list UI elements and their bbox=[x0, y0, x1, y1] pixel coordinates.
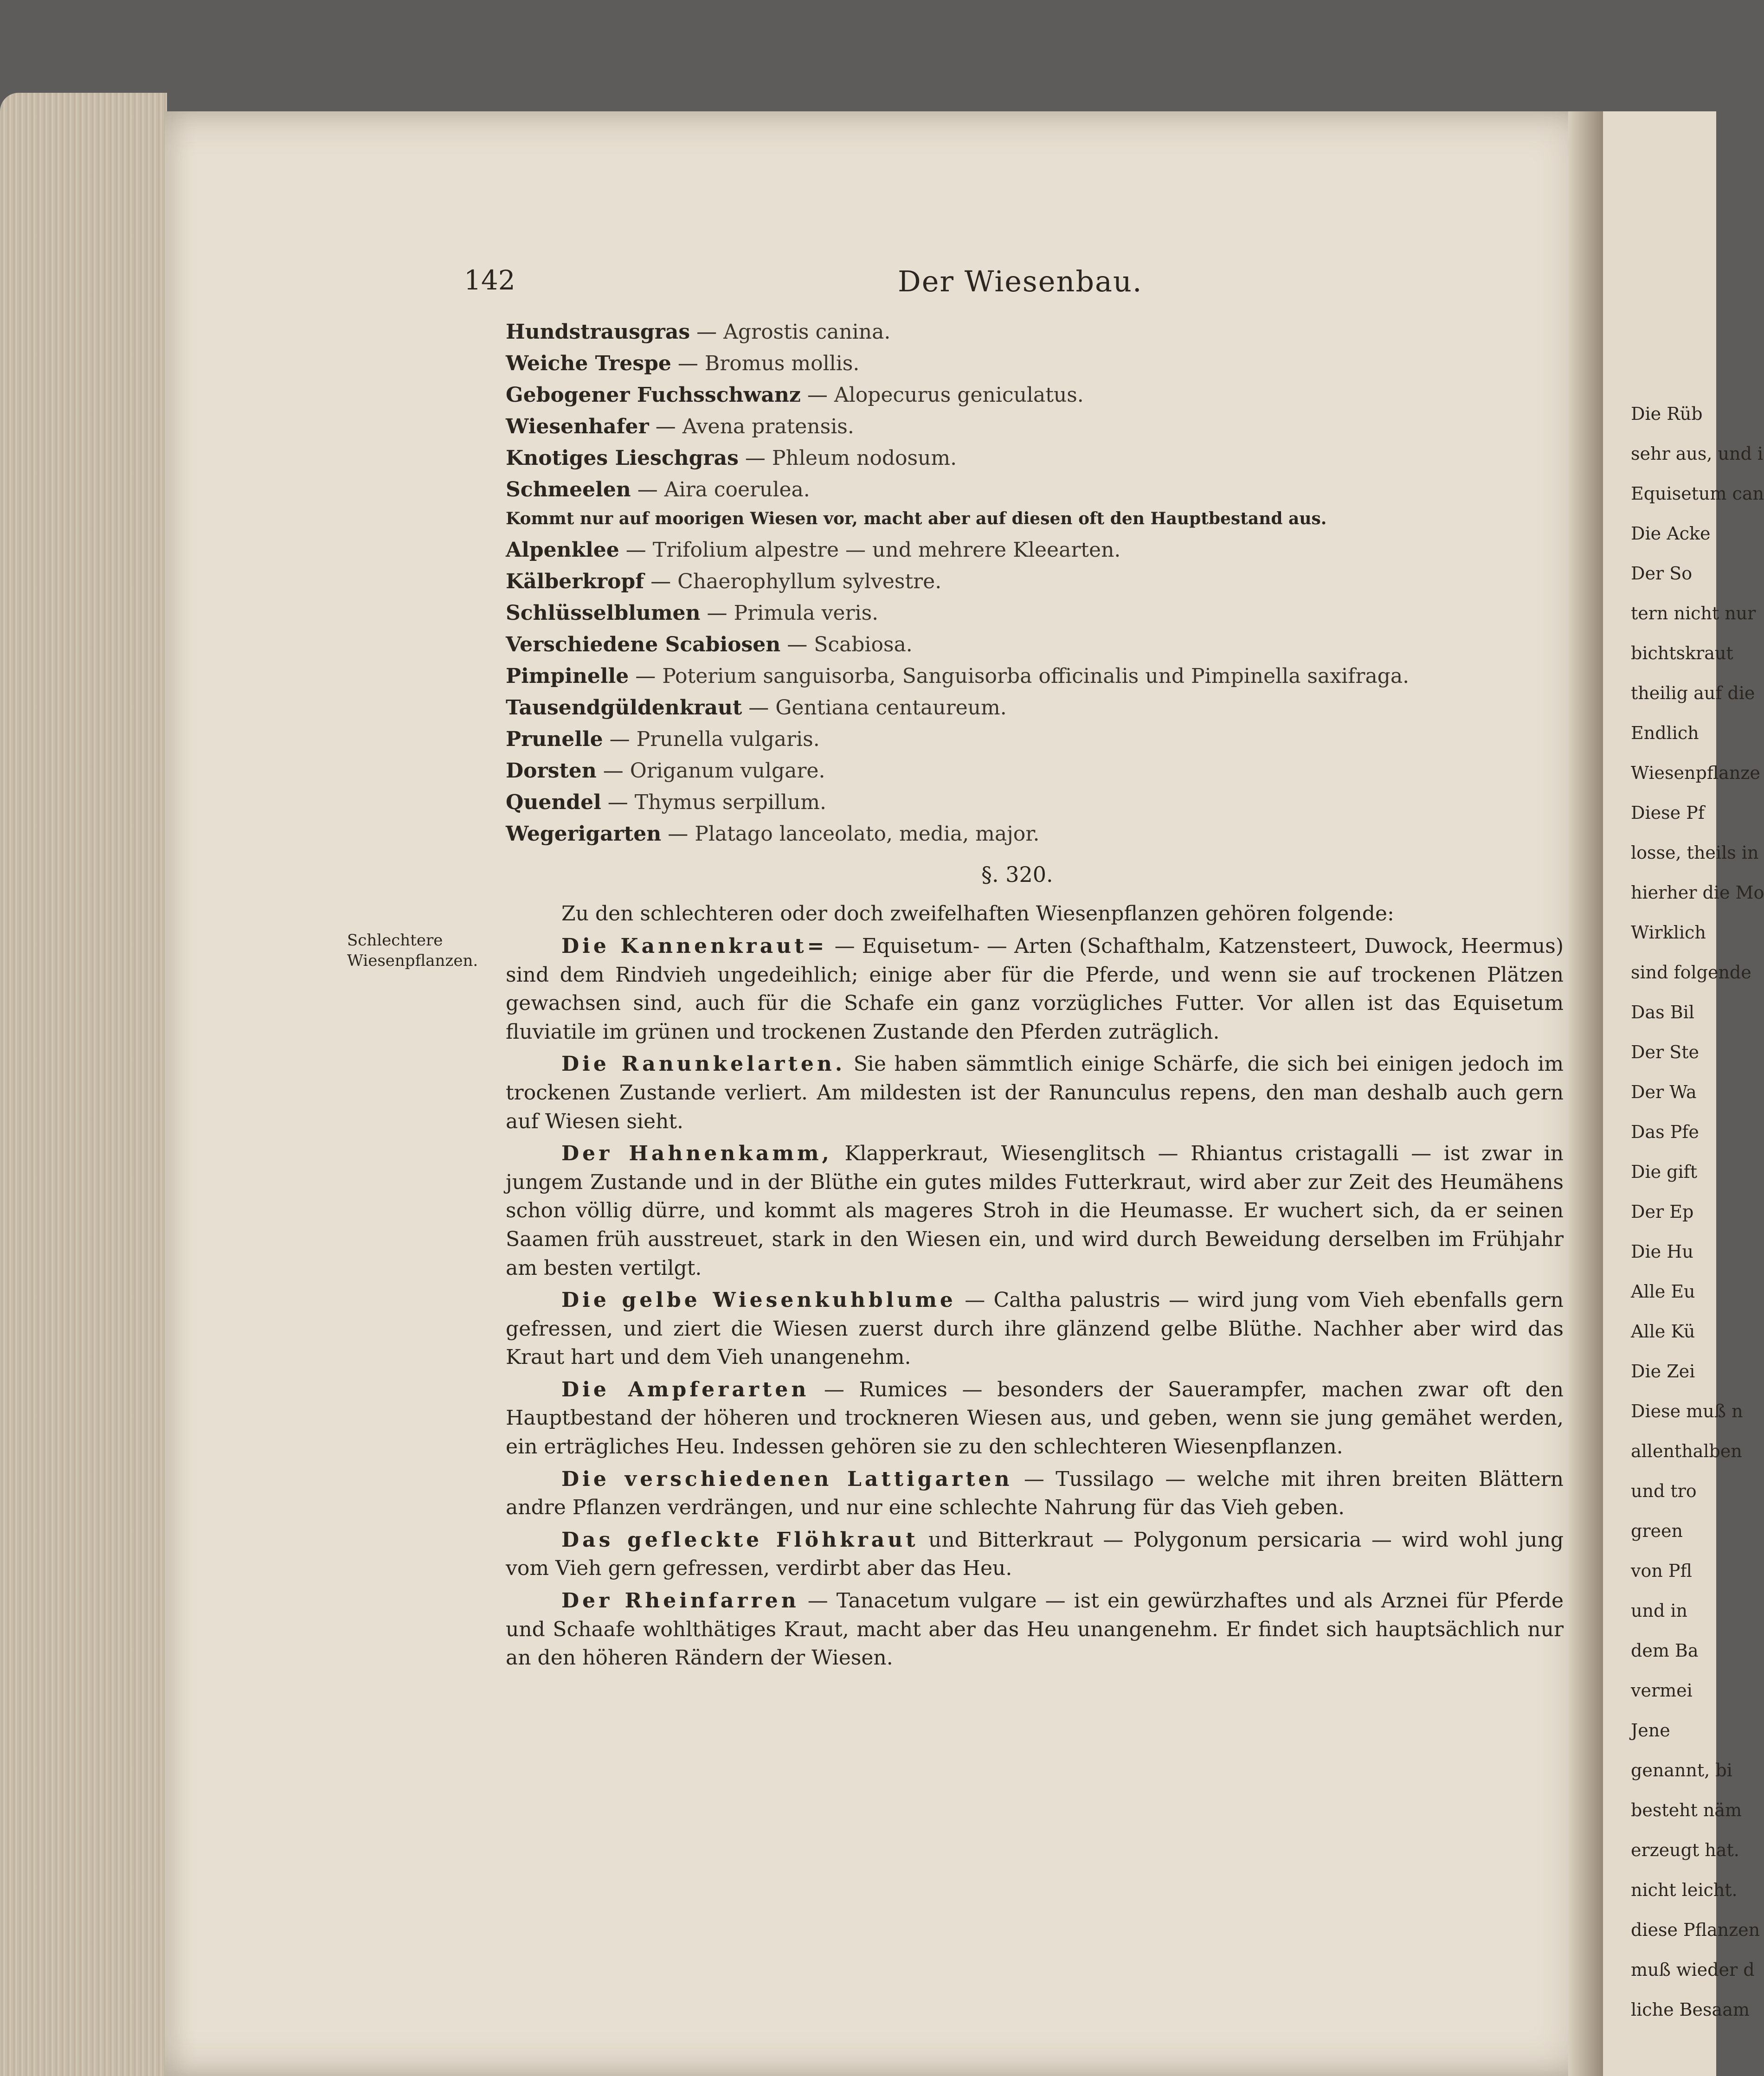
right-page-line: von Pfl bbox=[1631, 1561, 1692, 1581]
plant-list bbox=[506, 318, 1564, 501]
plant-german-name: Prunelle bbox=[506, 727, 603, 751]
plant-latin-name: Avena pratensis. bbox=[682, 415, 854, 438]
plant-german-name: Knotiges Liesch​gras bbox=[506, 446, 739, 470]
paragraph-text: und Bitterkraut — Polygonum persicaria — wird wohl jung vom Vieh gern gefressen, verdirbt aber das Heu. bbox=[506, 1528, 1564, 1581]
right-page-line: tern nicht nur bbox=[1631, 603, 1756, 623]
right-page-line: und in bbox=[1631, 1600, 1687, 1621]
section-heading: §. 320. bbox=[981, 862, 1053, 887]
plant-latin-name: Platago lanceolato, media, major. bbox=[695, 822, 1040, 846]
right-page-lines bbox=[1631, 404, 1764, 2039]
plant-latin-name: Gentiana centaureum. bbox=[775, 696, 1007, 720]
dash-separator: — bbox=[631, 478, 664, 501]
right-page-line: hierher die Mo bbox=[1631, 882, 1764, 903]
plant-entry bbox=[506, 599, 1564, 625]
plant-entry bbox=[506, 412, 1564, 438]
dash-separator: — bbox=[649, 415, 682, 438]
dash-separator: — bbox=[671, 352, 705, 375]
paragraph-lead: Die Ranunkelarten. bbox=[561, 1052, 846, 1076]
paragraph bbox=[506, 1286, 1564, 1372]
plant-entry bbox=[506, 349, 1564, 375]
right-page-line: Die Rüb bbox=[1631, 404, 1703, 424]
paragraph bbox=[506, 1587, 1564, 1672]
right-page bbox=[1603, 111, 1764, 2076]
plant-german-name: Tausendgüldenkraut bbox=[506, 696, 742, 720]
dash-separator: — bbox=[644, 570, 678, 593]
right-page-line: genannt, bi bbox=[1631, 1760, 1732, 1780]
dash-separator: — bbox=[738, 446, 772, 470]
paragraphs bbox=[506, 932, 1564, 1672]
right-page-line: Das Pfe bbox=[1631, 1122, 1699, 1142]
paragraph-text: — Equisetum- — Arten (Schafthalm, Katzensteert, Duwock, Heermus) sind dem Rindvieh ungedeihlich; einige aber für die Pferde, und wenn sie auf trockenen Plätzen gewachsen sind, auch für die Schafe ein ganz vorzügliches Futter. Vor allen ist das Equisetum fluviatile im grünen und trockenen Zustande den Pferden zuträglich. bbox=[506, 934, 1564, 1044]
right-page-line: Wiesenpflanze bbox=[1631, 763, 1760, 783]
right-page-line: dem Ba bbox=[1631, 1640, 1699, 1661]
plant-german-name: Quendel bbox=[506, 791, 601, 814]
right-page-line: sind folgende bbox=[1631, 962, 1751, 983]
right-page-line: besteht näm bbox=[1631, 1800, 1742, 1820]
dash-separator: — bbox=[619, 538, 653, 562]
page-block-edge bbox=[0, 93, 167, 2076]
plant-entry bbox=[506, 820, 1564, 846]
plant-german-name: Wegerigarten bbox=[506, 822, 662, 846]
plant-german-name: Weiche Trespe bbox=[506, 352, 671, 375]
plant-latin-name: Origanum vulgare. bbox=[630, 759, 825, 783]
right-page-line: Die Acke bbox=[1631, 523, 1711, 544]
dash-separator: — bbox=[603, 727, 637, 751]
plant-entry bbox=[506, 788, 1564, 814]
right-page-line: losse, theils in bbox=[1631, 842, 1759, 863]
right-page-line: Wirklich bbox=[1631, 922, 1706, 943]
right-page-line: Equisetum can bbox=[1631, 483, 1764, 504]
plant-latin-name: Trifolium alpestre — und mehrere Kleearten. bbox=[652, 538, 1121, 562]
paragraph-lead: Der Hahnenkamm, bbox=[561, 1142, 832, 1166]
right-page-line: vermei bbox=[1631, 1680, 1693, 1701]
dash-separator: — bbox=[661, 822, 695, 846]
plant-latin-name: Bromus mollis. bbox=[704, 352, 860, 375]
paragraph-lead: Die verschiedenen Lattigarten bbox=[561, 1467, 1013, 1491]
dash-separator: — bbox=[629, 664, 663, 688]
right-page-line: bichtskraut bbox=[1631, 643, 1733, 663]
plant-german-name: Wiesenhafer bbox=[506, 415, 649, 438]
plant-list-2 bbox=[506, 536, 1564, 846]
plant-german-name: Schlüsselblumen bbox=[506, 601, 701, 625]
dash-separator: — bbox=[690, 320, 724, 344]
page-number: 142 bbox=[464, 264, 515, 296]
plant-german-name: Gebogener Fuchsschwanz bbox=[506, 383, 801, 407]
plant-entry bbox=[506, 318, 1564, 344]
plant-entry bbox=[506, 444, 1564, 470]
right-page-line: erzeugt hat. bbox=[1631, 1840, 1739, 1860]
paragraph-text: — Rumices — besonders der Sauerampfer, machen zwar oft den Hauptbestand der höheren und trockneren Wiesen aus, und geben, wenn sie jung gemähet werden, ein erträgliches Heu. Indessen gehören sie zu den schlechteren Wiesenpflanzen. bbox=[506, 1377, 1564, 1459]
plant-entry bbox=[506, 567, 1564, 593]
paragraph-lead: Der Rheinfarren bbox=[561, 1589, 799, 1613]
paragraph-text: — Caltha palustris — wird jung vom Vieh ebenfalls gern gefressen, und ziert die Wiesen zuerst durch ihre glänzend gelbe Blüthe. Nachher aber wird das Kraut hart und dem Vieh unangenehm. bbox=[506, 1288, 1564, 1369]
right-page-line: allenthalben bbox=[1631, 1441, 1742, 1461]
dash-separator: — bbox=[596, 759, 630, 783]
plant-latin-name: Prunella vulgaris. bbox=[636, 727, 820, 751]
paragraph-text: — Tussilago — welche mit ihren breiten Blättern andre Pflanzen verdrängen, und nur eine schlechte Nahrung für das Vieh geben. bbox=[506, 1467, 1564, 1520]
right-page-line: Diese Pf bbox=[1631, 803, 1705, 823]
right-page-line: theilig auf die bbox=[1631, 683, 1755, 703]
right-page-line: Die gift bbox=[1631, 1162, 1698, 1182]
right-page-line: green bbox=[1631, 1521, 1683, 1541]
right-page-line: und tro bbox=[1631, 1481, 1697, 1501]
paragraph bbox=[506, 1139, 1564, 1282]
paragraph-lead: Die Kannenkraut= bbox=[561, 934, 828, 958]
right-page-line: Der Wa bbox=[1631, 1082, 1697, 1102]
right-page-line: nicht leicht. bbox=[1631, 1880, 1738, 1900]
plant-entry bbox=[506, 725, 1564, 751]
dash-separator: — bbox=[780, 633, 814, 656]
paragraph-text: Klapperkraut, Wiesenglitsch — Rhiantus cristagalli — ist zwar in jungem Zustande und in der Blüthe ein gutes mildes Futterkraut, wird aber zur Zeit des Heumähens schon völlig dürre, und kommt als mageres Stroh in die Heumasse. Er wuchert sich, da er seinen Saamen früh ausstreuet, stark in den Wiesen ein, und wird durch Beweidung derselben im Frühjahr am besten vertilgt. bbox=[506, 1142, 1564, 1280]
paragraph bbox=[506, 1375, 1564, 1461]
plant-latin-name: Scabiosa. bbox=[814, 633, 913, 656]
plant-latin-name: Phleum nodosum. bbox=[772, 446, 957, 470]
paragraph-text: Sie haben sämmtlich einige Schärfe, die sich bei einigen jedoch im trockenen Zustande verliert. Am mildesten ist der Ranunculus repens, den man deshalb auch gern auf Wiesen sieht. bbox=[506, 1052, 1564, 1133]
right-page-line: Alle Eu bbox=[1631, 1281, 1695, 1302]
margin-note: Schlechtere Wiesenpflanzen. bbox=[347, 931, 478, 971]
plant-german-name: Verschiedene Scabiosen bbox=[506, 633, 781, 656]
right-page-line: sehr aus, und i bbox=[1631, 443, 1763, 464]
paragraph bbox=[506, 1465, 1564, 1522]
plant-german-name: Pimpinelle bbox=[506, 664, 629, 688]
dash-separator: — bbox=[742, 696, 776, 720]
right-page-line: liche Besaam bbox=[1631, 1999, 1750, 2020]
plant-entry bbox=[506, 662, 1564, 688]
running-title: Der Wiesenbau. bbox=[898, 264, 1143, 298]
note-line: Kommt nur auf moorigen Wiesen vor, macht aber auf diesen oft den Hauptbestand aus. bbox=[506, 509, 1327, 528]
intro-paragraph: Zu den schlechteren oder doch zweifelhaften Wiesenpflanzen gehören folgende: bbox=[561, 902, 1394, 926]
plant-entry bbox=[506, 694, 1564, 720]
right-page-line: Der So bbox=[1631, 563, 1693, 584]
plant-entry bbox=[506, 476, 1564, 501]
right-page-line: Das Bil bbox=[1631, 1002, 1694, 1022]
paragraph bbox=[506, 1526, 1564, 1583]
plant-latin-name: Aira coerulea. bbox=[664, 478, 810, 501]
paragraph-lead: Die Ampferarten bbox=[561, 1377, 810, 1401]
paragraph bbox=[506, 1050, 1564, 1136]
right-page-line: Die Hu bbox=[1631, 1241, 1693, 1262]
right-page-line: diese Pflanzen bbox=[1631, 1920, 1760, 1940]
right-page-line: Alle Kü bbox=[1631, 1321, 1695, 1342]
plant-german-name: Alpenklee bbox=[506, 538, 619, 562]
right-page-line: muß wieder d bbox=[1631, 1960, 1755, 1980]
plant-latin-name: Thymus serpillum. bbox=[634, 791, 827, 814]
plant-entry bbox=[506, 757, 1564, 783]
plant-entry bbox=[506, 536, 1564, 562]
right-page-line: Der Ste bbox=[1631, 1042, 1699, 1062]
dash-separator: — bbox=[700, 601, 734, 625]
right-page-line: Jene bbox=[1631, 1720, 1670, 1741]
right-page-line: Endlich bbox=[1631, 723, 1699, 743]
plant-german-name: Schmeelen bbox=[506, 478, 631, 501]
plant-latin-name: Alopecurus geniculatus. bbox=[834, 383, 1084, 407]
paragraph bbox=[506, 932, 1564, 1046]
plant-german-name: Kälberkropf bbox=[506, 570, 644, 593]
right-page-line: Diese muß n bbox=[1631, 1401, 1743, 1421]
paragraph-lead: Das gefleckte Flöhkraut bbox=[561, 1528, 919, 1552]
plant-entry bbox=[506, 630, 1564, 656]
plant-latin-name: Agrostis canina. bbox=[723, 320, 891, 344]
dash-separator: — bbox=[601, 791, 635, 814]
plant-latin-name: Chaerophyllum sylvestre. bbox=[677, 570, 942, 593]
paragraph-lead: Die gelbe Wiesenkuhblume bbox=[561, 1288, 956, 1312]
plant-entry bbox=[506, 381, 1564, 407]
right-page-line: Der Ep bbox=[1631, 1202, 1694, 1222]
plant-latin-name: Primula veris. bbox=[734, 601, 879, 625]
right-page-line: Die Zei bbox=[1631, 1361, 1695, 1382]
plant-german-name: Hundstrausgras bbox=[506, 320, 690, 344]
page-content bbox=[506, 318, 1564, 1676]
paragraph-text: — Tanacetum vulgare — ist ein gewürzhaftes und als Arznei für Pferde und Schaafe wohlthätiges Kraut, macht aber das Heu unangenehm. Er findet sich hauptsächlich nur an den höheren Rändern der Wiesen. bbox=[506, 1589, 1564, 1670]
plant-latin-name: Poterium sanguisorba, Sanguisorba officinalis und Pimpinella saxifraga. bbox=[662, 664, 1410, 688]
page-header bbox=[464, 264, 1475, 306]
dash-separator: — bbox=[800, 383, 834, 407]
plant-german-name: Dorsten bbox=[506, 759, 597, 783]
